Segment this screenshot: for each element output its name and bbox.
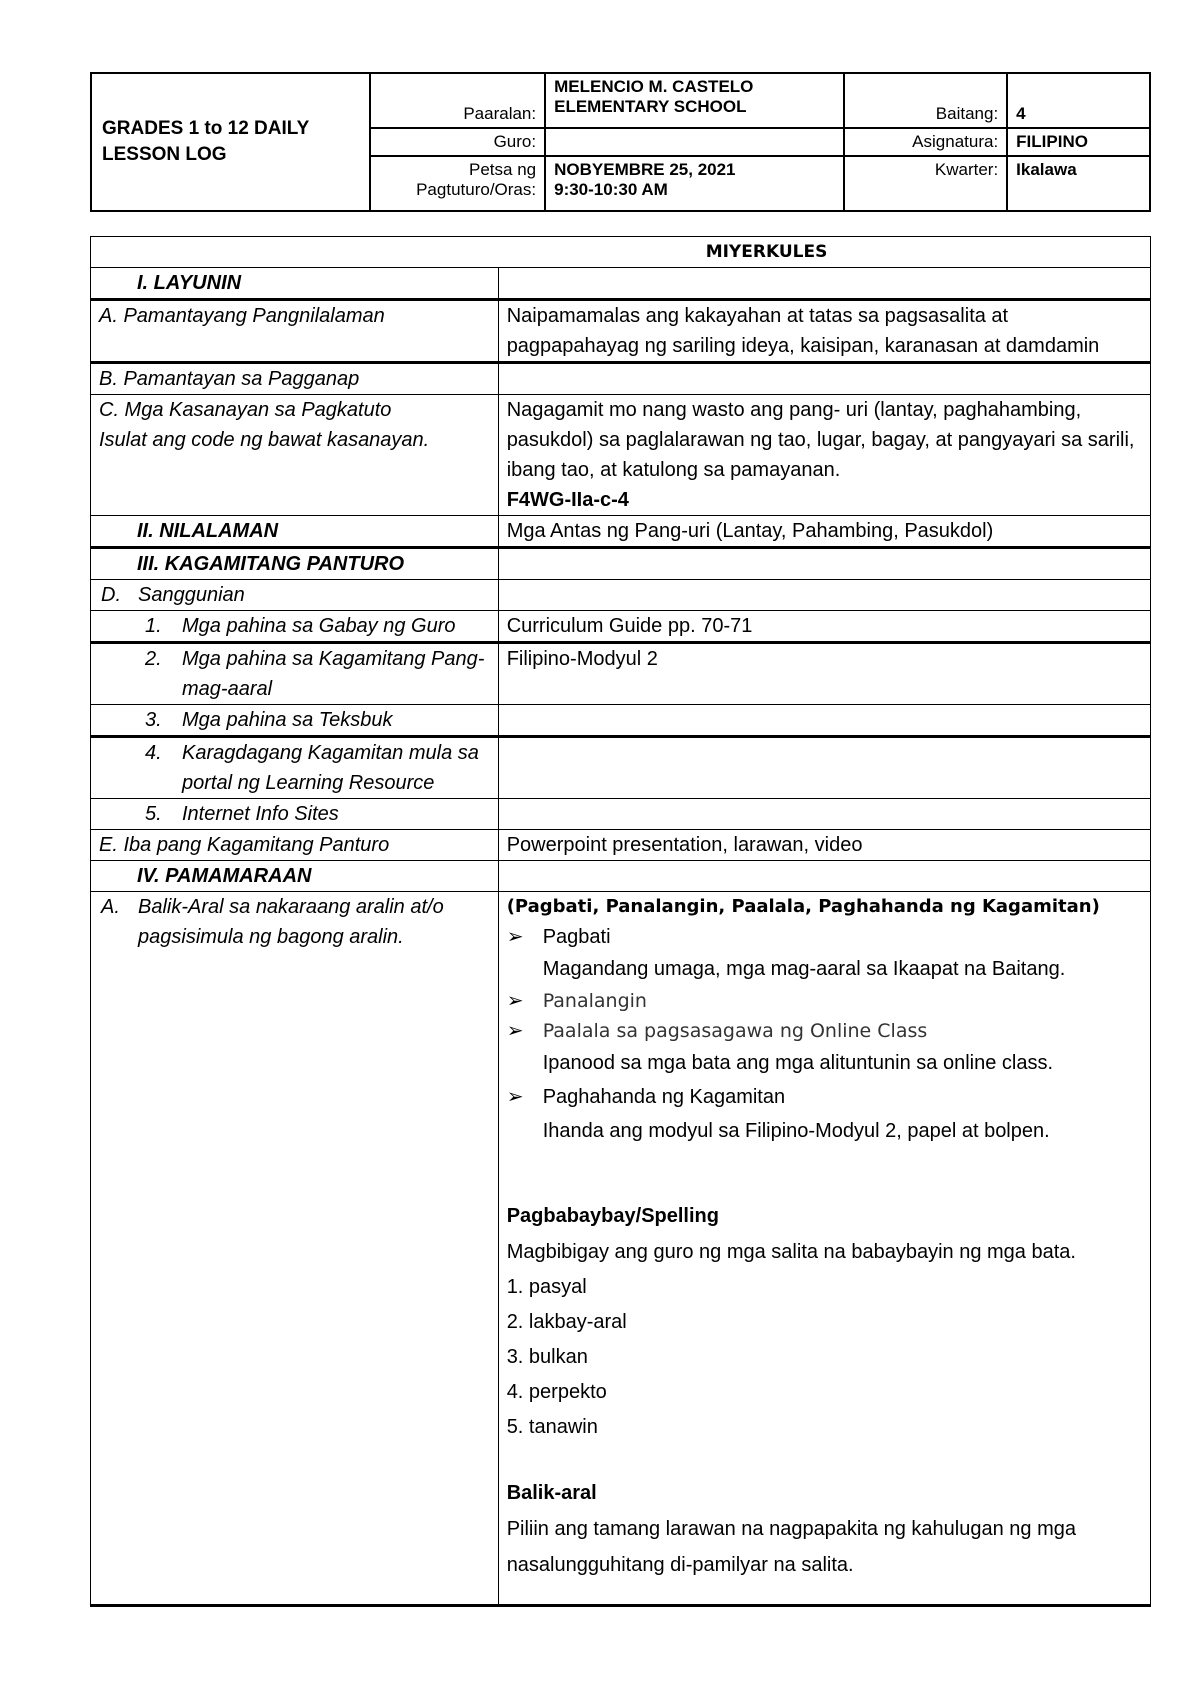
learning-resource-label: 4. Karagdagang Kagamitan mula sa portal ng Learning Resource [91, 737, 499, 799]
balik-aral-label: A. Balik-Aral sa nakaraang aralin at/o pagsisimula ng bagong aralin. [91, 892, 499, 1606]
guro-value [545, 128, 844, 156]
kwarter-value: Ikalawa [1007, 156, 1150, 211]
header-table [90, 72, 1151, 212]
balik-aral-title: Balik-aral [506, 1482, 597, 1504]
paghahanda-text: Ihanda ang modyul sa Filipino-Modyul 2, papel at bolpen. [542, 1120, 1050, 1142]
kagamitan-value [498, 548, 1150, 580]
nilalaman-value: Mga Antas ng Pang-uri (Lantay, Pahambing, Pasukdol) [498, 516, 1150, 548]
internet-sites-value [498, 799, 1150, 830]
pamantayan-pagganap-value [498, 363, 1150, 395]
spelling-word: 4. perpekto [506, 1381, 607, 1403]
arrow-bullet-icon: ➢ [506, 1020, 524, 1042]
teksbuk-label: 3. Mga pahina sa Teksbuk [91, 705, 499, 737]
internet-sites-label: 5. Internet Info Sites [91, 799, 499, 830]
paghahanda-item: ➢ Paghahanda ng Kagamitan [507, 1080, 1142, 1114]
lesson-table [90, 236, 1151, 1607]
gabay-guro-value: Curriculum Guide pp. 70-71 [498, 611, 1150, 643]
kagamitan-label: III. KAGAMITANG PANTURO [91, 548, 499, 580]
routine-heading: (Pagbati, Panalangin, Paalala, Paghahanda ng Kagamitan) [506, 896, 1100, 917]
asignatura-value: FILIPINO [1007, 128, 1150, 156]
spelling-word: 5. tanawin [506, 1416, 598, 1438]
spelling-word: 3. bulkan [506, 1346, 588, 1368]
sanggunian-value [498, 580, 1150, 611]
kasanayan-label: C. Mga Kasanayan sa Pagkatuto Isulat ang code ng bawat kasanayan. [91, 395, 499, 516]
paaralan-label: Paaralan: [370, 73, 545, 128]
day-heading: MIYERKULES [91, 237, 1151, 268]
petsa-value: NOBYEMBRE 25, 2021 9:30-10:30 AM [545, 156, 844, 211]
pamamaraan-label: IV. PAMAMARAAN [91, 861, 499, 892]
asignatura-label: Asignatura: [844, 128, 1007, 156]
spelling-intro: Magbibigay ang guro ng mga salita na babaybayin ng mga bata. [506, 1241, 1076, 1263]
document-title: GRADES 1 to 12 DAILY LESSON LOG [91, 73, 370, 211]
arrow-bullet-icon: ➢ [506, 990, 524, 1012]
arrow-bullet-icon: ➢ [506, 926, 524, 948]
spelling-word: 2. lakbay-aral [506, 1311, 627, 1333]
layunin-value [498, 268, 1150, 300]
pamantayang-pangnilalaman-label: A. Pamantayang Pangnilalaman [91, 300, 499, 363]
competency-code: F4WG-IIa-c-4 [506, 489, 629, 511]
balik-aral-text: Piliin ang tamang larawan na nagpapakita ng kahulugan ng mga nasalungguhitang di-pamilyar na salita. [506, 1518, 1076, 1576]
iba-pang-kagamitan-label: E. Iba pang Kagamitang Panturo [91, 830, 499, 861]
kagamitang-mag-aaral-value: Filipino-Modyul 2 [498, 643, 1150, 705]
pamantayan-pagganap-label: B. Pamantayan sa Pagganap [91, 363, 499, 395]
kasanayan-value: Nagagamit mo nang wasto ang pang- uri (lantay, paghahambing, pasukdol) sa paglalarawan ng tao, lugar, bagay, at pangyayari sa sarili, ibang tao, at katulong sa pamayanan. F4WG-IIa-c-4 [498, 395, 1150, 516]
nilalaman-label: II. NILALAMAN [91, 516, 499, 548]
gabay-guro-label: 1. Mga pahina sa Gabay ng Guro [91, 611, 499, 643]
iba-pang-kagamitan-value: Powerpoint presentation, larawan, video [498, 830, 1150, 861]
learning-resource-value [498, 737, 1150, 799]
pagbati-item: ➢ Pagbati [507, 922, 1142, 952]
spelling-word: 1. pasyal [506, 1276, 587, 1298]
guro-label: Guro: [370, 128, 545, 156]
baitang-value: 4 [1007, 73, 1150, 128]
layunin-heading: I. LAYUNIN [91, 268, 499, 300]
paalala-item: ➢ Paalala sa pagsasagawa ng Online Class [507, 1016, 1142, 1046]
petsa-label: Petsa ng Pagtuturo/Oras: [370, 156, 545, 211]
kwarter-label: Kwarter: [844, 156, 1007, 211]
paalala-text: Ipanood sa mga bata ang mga alituntunin sa online class. [542, 1052, 1054, 1074]
paaralan-value: MELENCIO M. CASTELO ELEMENTARY SCHOOL [545, 73, 844, 128]
pamamaraan-value [498, 861, 1150, 892]
kagamitang-mag-aaral-label: 2. Mga pahina sa Kagamitang Pang-mag-aaral [91, 643, 499, 705]
baitang-label: Baitang: [844, 73, 1007, 128]
pagbati-text: Magandang umaga, mga mag-aaral sa Ikaapat na Baitang. [542, 958, 1066, 980]
teksbuk-value [498, 705, 1150, 737]
panalangin-item: ➢ Panalangin [507, 986, 1142, 1016]
balik-aral-content [498, 892, 1150, 1606]
arrow-bullet-icon: ➢ [506, 1086, 524, 1108]
spelling-title: Pagbabaybay/Spelling [506, 1205, 719, 1227]
sanggunian-label: D. Sanggunian [91, 580, 499, 611]
pamantayang-pangnilalaman-value: Naipamamalas ang kakayahan at tatas sa pagsasalita at pagpapahayag ng sariling ideya, kaisipan, karanasan at damdamin [498, 300, 1150, 363]
